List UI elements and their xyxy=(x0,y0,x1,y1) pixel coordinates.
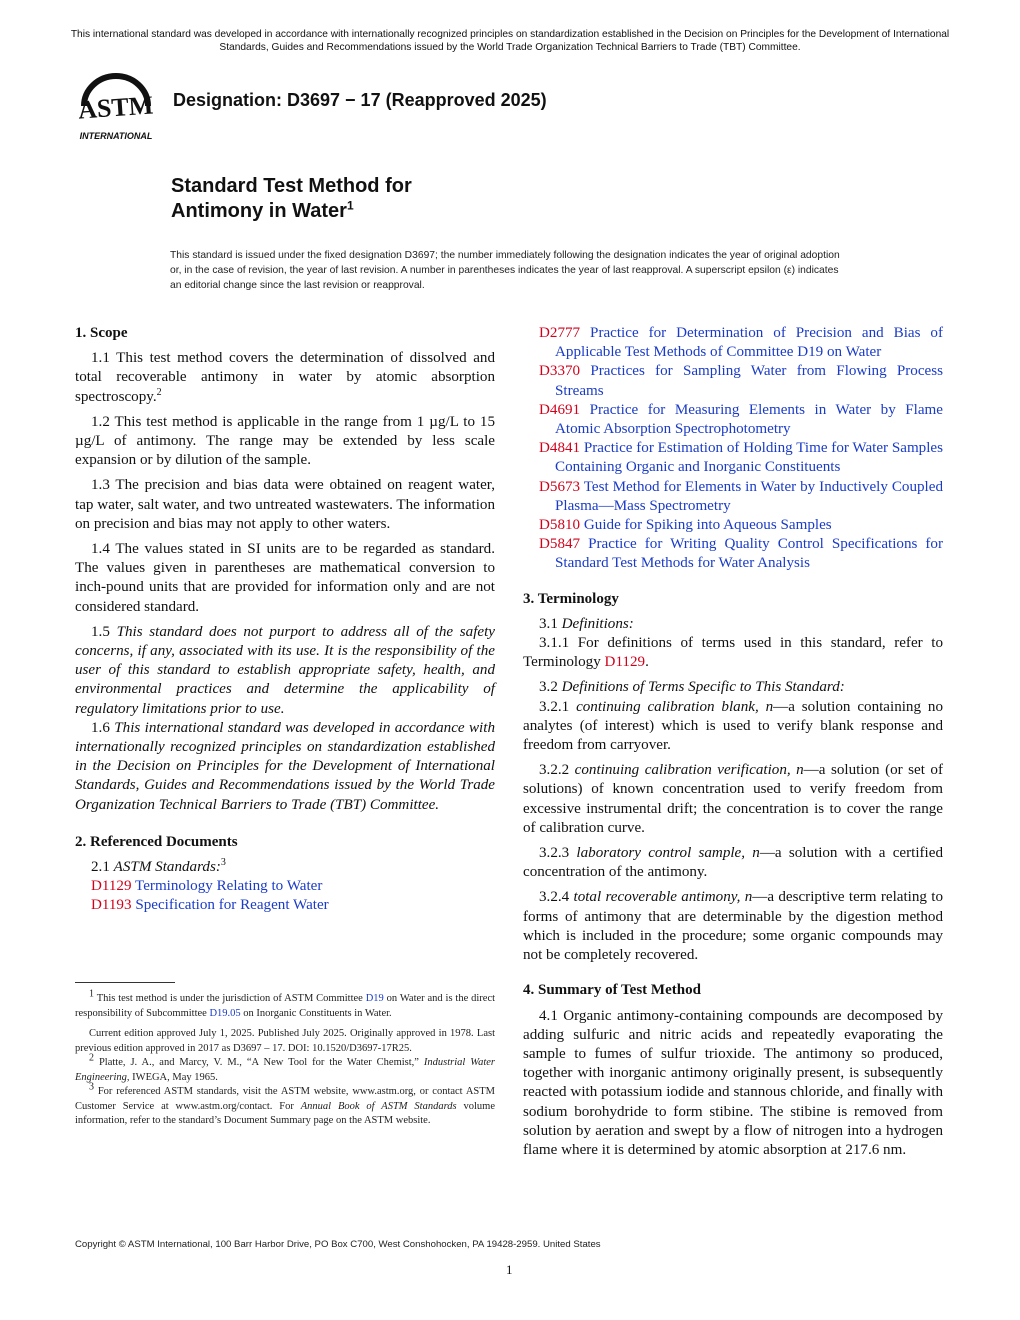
footnote-link-d1905[interactable]: D19.05 xyxy=(209,1007,241,1019)
right-column xyxy=(523,324,943,1160)
terminology-3-2: 3.2 Definitions of Terms Specific to This Standard: xyxy=(539,679,845,696)
astm-logo xyxy=(70,72,162,142)
title-footnote-mark: 1 xyxy=(346,198,354,213)
terminology-3-1-1: 3.1.1 For definitions of terms used in this standard, refer to Terminology D1129. xyxy=(523,635,943,671)
scope-1-5: 1.5 This standard does not purport to address all of the safety concerns, if any, associated with its use. It is the responsibility of the user of this standard to establish appropriate safety, health, and environmental practices and determine the applicability of regulatory limitations prior to use. xyxy=(75,623,496,717)
footnote-link-d19[interactable]: D19 xyxy=(365,993,384,1004)
footnote-3: $^3$ For referenced ASTM standards, visit the ASTM website, www.astm.org, or contact ASTM Customer Service at www.astm.org/contact. For Annual Book of ASTM Standards volume information, refer to the standard’s Document Summary page on the ASTM website. xyxy=(75,1081,496,1126)
issued-note: This standard is issued under the fixed designation D3697; the number immediately following the designation indicates the year of original adoption or, in the case of revision, the year of last revision. A number in parentheses indicates the year of last reapproval. A superscript epsilon (ε) indicates an editorial change since the last revision or reapproval. xyxy=(170,250,840,291)
definition-3-2-2: 3.2.2 continuing calibration verification, n—a solution (or set of solutions) of known concentration used to verify freedom from excessive instrumental drift; the concentration is to cover the range of calibration curve. xyxy=(523,762,943,836)
title-line-1: Standard Test Method for xyxy=(171,175,412,197)
header-notice: This international standard was developed in accordance with internationally recognized principles on standardization established in the Decision on Principles for the Development of International Standards, Guides and Recommendations issued by the World Trade Organization Technical Barriers to Trade (TBT) Committee. xyxy=(70,29,950,53)
footnote-2: $^2$ Platte, J. A., and Marcy, V. M., “A New Tool for the Water Chemist,” Industrial Water Engineering, IWEGA, May 1965. xyxy=(75,1052,495,1083)
scope-1-4: 1.4 The values stated in SI units are to be regarded as standard. The values given in parentheses are mathematical conversion to inch-pound units that are provided for information only and are not considered standard. xyxy=(75,541,495,615)
reference-item[interactable]: D1193 Specification for Reagent Water xyxy=(91,897,329,914)
referenced-heading: 2. Referenced Documents xyxy=(75,833,238,850)
footnote-1-edition: Current edition approved July 1, 2025. Published July 2025. Originally approved in 1978. Last previous edition approved in 2017 as D3697 – 17. DOI: 10.1520/D3697-17R25. xyxy=(75,1028,495,1054)
scope-1-2: 1.2 This test method is applicable in the range from 1 µg/L to 15 µg/L of antimony. The range may be extended by less scale expansion or by dilution of the sample. xyxy=(75,413,495,469)
reference-item[interactable]: D4841 Practice for Estimation of Holding Time for Water Samples Containing Organic and Inorganic Constituents xyxy=(539,440,943,476)
logo-org: INTERNATIONAL xyxy=(79,131,153,141)
reference-item[interactable]: D5673 Test Method for Elements in Water by Inductively Coupled Plasma—Mass Spectrometry xyxy=(539,478,943,514)
summary-4-1: 4.1 Organic antimony-containing compounds are decomposed by adding sulfuric and nitric acids and repeatedly evaporating the sample to fumes of sulfur trioxide. The antimony so produced, together with inorganic antimony originally present, is subsequently reacted with potassium iodide and stannous chloride, and finally with sodium borohydride to form stibine. The stibine is removed from solution by aeration and swept by a flow of nitrogen into a hydrogen flame where it is determined by atomic absorption at 217.6 nm. xyxy=(523,1007,943,1158)
reference-item[interactable]: D5847 Practice for Writing Quality Control Specifications for Standard Test Methods for Water Analysis xyxy=(539,536,944,572)
footnotes xyxy=(75,988,496,1129)
definition-3-2-4: 3.2.4 total recoverable antimony, n—a descriptive term relating to forms of antimony that are determinable by the digestion method which is included in the procedure; some organic compounds may not be completely recovered. xyxy=(523,889,943,964)
terminology-3-1: 3.1 Definitions: xyxy=(539,615,634,632)
left-column xyxy=(75,324,495,916)
designation: Designation: D3697 − 17 (Reapproved 2025) xyxy=(173,90,547,110)
terminology-heading: 3. Terminology xyxy=(523,590,619,607)
reference-item[interactable]: D1129 Terminology Relating to Water xyxy=(91,878,323,895)
referenced-2-1: 2.1 ASTM Standards:$^3$ xyxy=(91,857,226,876)
copyright: Copyright © ASTM International, 100 Barr Harbor Drive, PO Box C700, West Conshohocken, PA 19428-2959. United States xyxy=(75,1239,601,1250)
definition-3-2-1: 3.2.1 continuing calibration blank, n—a solution containing no analytes (of interest) which is used to verify blank response and freedom from carryover. xyxy=(523,698,943,754)
title-line-2: Antimony in Water$^1$ xyxy=(171,198,354,222)
scope-1-6: 1.6 This international standard was developed in accordance with internationally recognized principles on standardization established in the Decision on Principles for the Development of International Standards, Guides and Recommendations issued by the World Trade Organization Technical Barriers to Trade (TBT) Committee. xyxy=(75,719,495,813)
scope-1-1: 1.1 This test method covers the determination of dissolved and total recoverable antimony in water by atomic absorption spectroscopy.$^2$ xyxy=(75,350,495,405)
scope-1-3: 1.3 The precision and bias data were obtained on reagent water, tap water, salt water, and two untreated wastewaters. The information on precision and bias may not apply to other waters. xyxy=(75,477,495,532)
footnote-1: $^1$ This test method is under the jurisdiction of ASTM Committee D19 on Water and is the direct responsibility of Subcommittee D19.05 on Inorganic Constituents in Water. xyxy=(75,988,496,1019)
scope-heading: 1. Scope xyxy=(75,325,128,341)
definition-3-2-3: 3.2.3 laboratory control sample, n—a solution with a certified concentration of the antimony. xyxy=(523,845,943,881)
reference-item[interactable]: D2777 Practice for Determination of Precision and Bias of Applicable Test Methods of Committee D19 on Water xyxy=(539,325,943,361)
reference-item[interactable]: D4691 Practice for Measuring Elements in Water by Flame Atomic Absorption Spectrophotometry xyxy=(539,401,943,438)
footnote-rule xyxy=(75,982,175,983)
reference-item[interactable]: D5810 Guide for Spiking into Aqueous Samples xyxy=(539,517,832,534)
summary-heading: 4. Summary of Test Method xyxy=(523,982,701,999)
page-number: 1 xyxy=(506,1262,513,1277)
reference-item[interactable]: D3370 Practices for Sampling Water from Flowing Process Streams xyxy=(539,363,943,399)
logo-letters: ASTM xyxy=(77,90,155,125)
terminology-ref-link[interactable]: D1129 xyxy=(604,654,646,671)
